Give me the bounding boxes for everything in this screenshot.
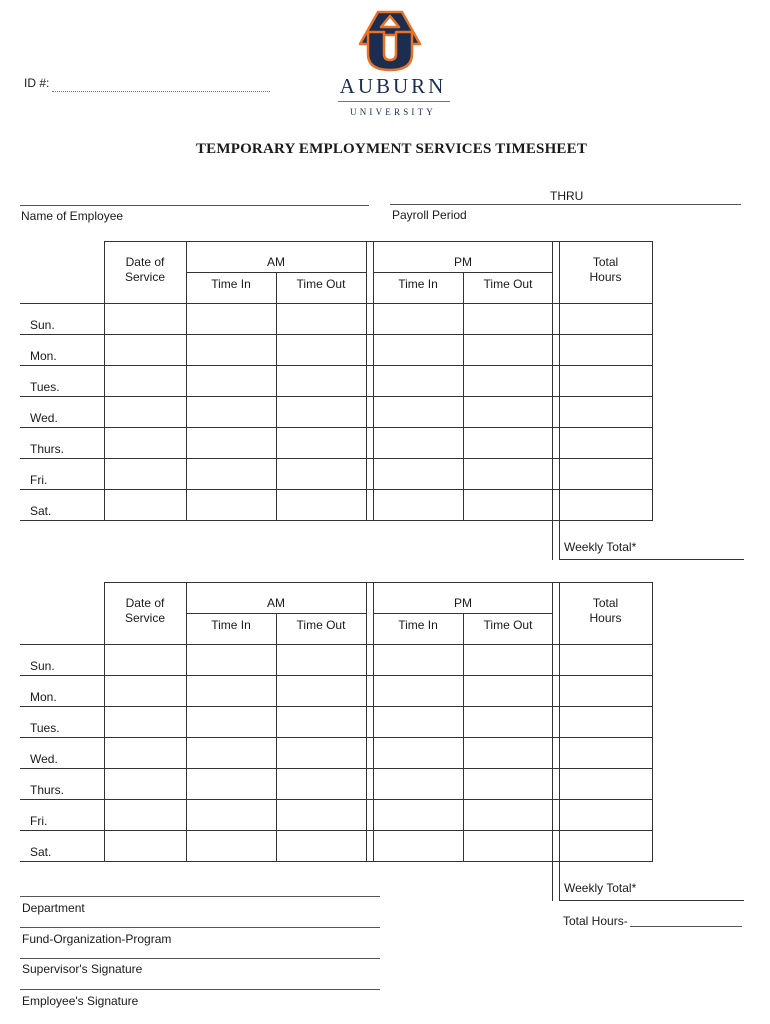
- table-row: [20, 830, 653, 831]
- logo-divider: [338, 101, 450, 102]
- table-row: [20, 458, 653, 459]
- table-row: [20, 706, 653, 707]
- logo-university: UNIVERSITY: [350, 107, 436, 117]
- am-time-in-header: Time In: [211, 618, 251, 632]
- grid-line: [559, 241, 560, 560]
- weekly-total-label: Weekly Total*: [564, 540, 637, 554]
- am-time-out-header: Time Out: [296, 277, 346, 291]
- table-row: [20, 644, 653, 645]
- employee-signature-field[interactable]: [20, 989, 380, 990]
- total-hours-header: Total Hours: [589, 255, 622, 284]
- day-label: Wed.: [30, 411, 58, 425]
- grid-line: [373, 272, 553, 273]
- table-row: [20, 861, 653, 862]
- table-row: [20, 768, 653, 769]
- thru-label: THRU: [550, 189, 584, 203]
- table-row: [20, 365, 653, 366]
- grid-line: [186, 613, 367, 614]
- total-hours-field[interactable]: [630, 926, 742, 927]
- grid-line: [104, 582, 653, 583]
- pm-time-out-header: Time Out: [483, 277, 533, 291]
- day-label: Mon.: [30, 349, 57, 363]
- weekly-total-line: [559, 900, 744, 901]
- am-time-in-header: Time In: [211, 277, 251, 291]
- payroll-period-label: Payroll Period: [392, 208, 467, 222]
- day-label: Sat.: [30, 504, 52, 518]
- weekly-total-line: [559, 559, 744, 560]
- am-header: AM: [267, 255, 285, 269]
- pm-time-in-header: Time In: [398, 277, 438, 291]
- auburn-logo-icon: [354, 10, 426, 72]
- day-label: Thurs.: [30, 442, 65, 456]
- grid-line: [652, 582, 653, 861]
- grid-line: [366, 241, 367, 520]
- date-of-service-header: Date of Service: [124, 596, 165, 625]
- table-row: [20, 334, 653, 335]
- day-label: Tues.: [30, 380, 60, 394]
- am-time-out-header: Time Out: [296, 618, 346, 632]
- employee-signature-label: Employee's Signature: [22, 994, 139, 1008]
- am-header: AM: [267, 596, 285, 610]
- page-title: TEMPORARY EMPLOYMENT SERVICES TIMESHEET: [195, 141, 588, 157]
- grid-line: [186, 272, 367, 273]
- weekly-total-label: Weekly Total*: [564, 881, 637, 895]
- pm-header: PM: [454, 596, 472, 610]
- table-row: [20, 799, 653, 800]
- total-hours-header: Total Hours: [589, 596, 622, 625]
- logo-wordmark: AUBURN: [339, 74, 447, 98]
- day-label: Thurs.: [30, 783, 65, 797]
- grid-line: [559, 582, 560, 901]
- table-row: [20, 489, 653, 490]
- day-label: Sun.: [30, 659, 55, 673]
- timesheet-table-week-2: [0, 582, 770, 902]
- grid-line: [373, 613, 553, 614]
- day-label: Sun.: [30, 318, 55, 332]
- day-label: Sat.: [30, 845, 52, 859]
- payroll-period-field[interactable]: [390, 204, 741, 205]
- table-row: [20, 675, 653, 676]
- grid-line: [652, 241, 653, 520]
- department-field[interactable]: [20, 896, 380, 897]
- date-of-service-header: Date of Service: [124, 255, 165, 284]
- pm-time-in-header: Time In: [398, 618, 438, 632]
- timesheet-table-week-1: [0, 241, 770, 561]
- day-label: Wed.: [30, 752, 58, 766]
- day-label: Mon.: [30, 690, 57, 704]
- employee-name-label: Name of Employee: [21, 209, 124, 223]
- table-row: [20, 427, 653, 428]
- supervisor-signature-label: Supervisor's Signature: [22, 962, 143, 976]
- table-row: [20, 303, 653, 304]
- table-row: [20, 520, 653, 521]
- table-row: [20, 737, 653, 738]
- fund-org-program-label: Fund-Organization-Program: [22, 932, 172, 946]
- total-hours-label: Total Hours-: [563, 914, 628, 928]
- grid-line: [366, 582, 367, 861]
- department-label: Department: [22, 901, 85, 915]
- employee-name-field[interactable]: [20, 205, 369, 206]
- id-field[interactable]: [52, 91, 270, 92]
- pm-header: PM: [454, 255, 472, 269]
- grid-line: [104, 241, 653, 242]
- supervisor-signature-field[interactable]: [20, 958, 380, 959]
- fund-org-program-field[interactable]: [20, 927, 380, 928]
- day-label: Fri.: [30, 473, 48, 487]
- table-row: [20, 396, 653, 397]
- day-label: Tues.: [30, 721, 60, 735]
- day-label: Fri.: [30, 814, 48, 828]
- pm-time-out-header: Time Out: [483, 618, 533, 632]
- id-label: ID #:: [24, 76, 50, 90]
